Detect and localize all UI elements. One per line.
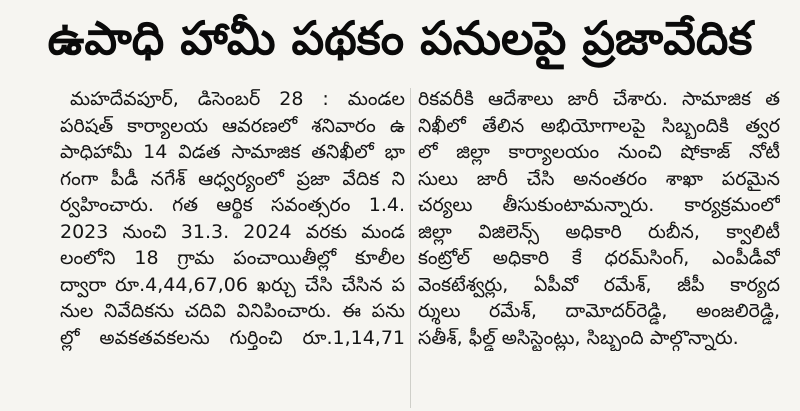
article-line: చర్యలు తీసుకుంటామన్నారు. కార్యక్రమంలో [418,194,780,216]
article-headline: ఉపాధి హామీ పథకం పనులపై ప్రజావేదిక [47,11,753,65]
article-line: లంలోని 18 గ్రామ పంచాయితీల్లో కూలీల [60,247,405,269]
article-line: సతీశ్, ఫీల్డ్ అసిస్టెంట్లు, సిబ్బంది పాల్గొన్నారు. [418,326,739,349]
article-line: 2023 నుంచి 31.3. 2024 వరకు మండ [60,220,405,243]
article-line: వెంకటేశ్వర్లు, ఏపీవో రమేశ్, జీపీ కార్యద [418,273,780,296]
article-line: ర్వహించారు. గత ఆర్థిక సవంత్సరం 1.4. [60,194,405,216]
article-line: రికవరీకి ఆదేశాలు జారీ చేశారు. సామాజిక త [418,88,780,110]
article-line: నుల నివేదికను చదివి వినిపించారు. ఈ పను [60,300,405,322]
article-line: పరిషత్ కార్యాలయ ఆవరణలో శనివారం ఉ [60,114,405,137]
column-divider [410,88,411,408]
article-column-left [60,86,405,351]
article-line: లో జిల్లా కార్యాలయం నుంచి షోకాజ్ నోటీ [418,141,780,163]
article-line: ద్వారా రూ.4,44,67,06 ఖర్చు చేసి చేసిన ప [60,273,405,296]
article-line: పాధిహామీ 14 విడత సామాజిక తనిఖీలో భా [60,141,405,163]
article-line: నిఖీలో తేలిన అభియోగాలపై సిబ్బందికి త్వర [418,114,780,137]
article-column-right [418,86,780,351]
article-line: గంగా పీడీ నగేశ్ ఆధ్వర్యంలో ప్రజా వేదిక ని [60,167,405,190]
article-line: ల్లో అవకతవకలను గుర్తించి రూ.1,14,71 [60,326,405,349]
article-line: ర్శులు రమేశ్, దామోదర్‌రెడ్డి, అంజలిరెడ్డి, [418,300,780,322]
article-line: మహదేవపూర్, డిసెంబర్ 28 : మండల [70,88,405,110]
article-line: కంట్రోల్ అధికారి కే ధరమ్‌సింగ్, ఎంపీడీవో [418,247,780,269]
article-line: జిల్లా విజిలెన్స్ అధికారి రుబీన, క్వాలిటీ [418,220,780,243]
article-line: సులు జారీ చేసి అనంతరం శాఖా పరమైన [418,167,780,190]
